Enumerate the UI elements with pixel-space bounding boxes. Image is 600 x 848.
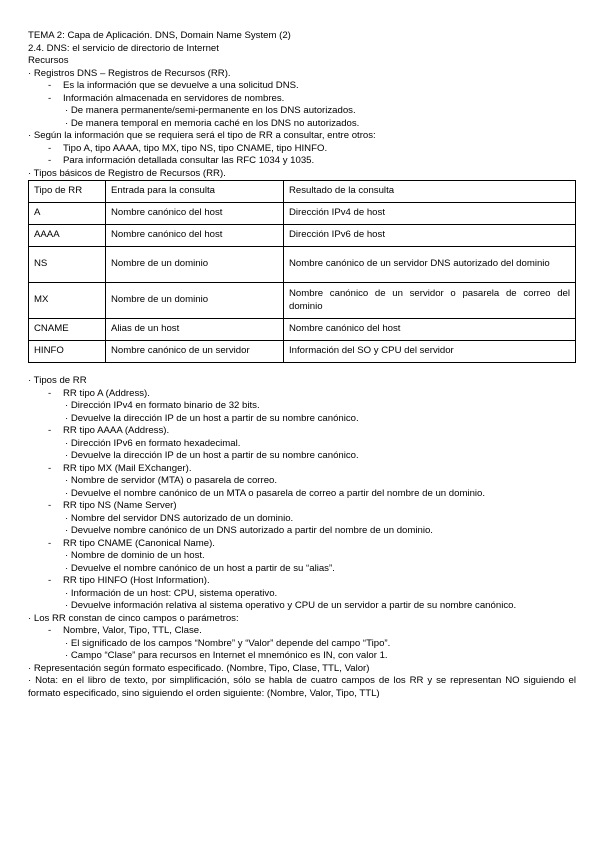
sub-item: · Dirección IPv6 en formato hexadecimal. [65,437,241,449]
sub-item: · Devuelve el nombre canónico de un MTA o pasarela de correo a partir del nombre de un dominio. [65,487,486,499]
sub-item: · Devuelve información relativa al sistema operativo y CPU de un servidor a partir de su nombre canónico. [65,600,517,611]
table-row [29,341,576,363]
sub-item: · Campo “Clase” para recursos en Internet el mnemónico es IN, con valor 1. [65,650,388,661]
dash-item: - RR tipo A (Address). [28,388,576,401]
bullet-text: · Registros DNS – Registros de Recursos (RR). [28,67,231,79]
dash-item: - RR tipo AAAA (Address). [28,425,576,438]
section-subtitle: 2.4. DNS: el servicio de directorio de Internet [28,42,219,54]
sub-item: · Nombre del servidor DNS autorizado de un dominio. [65,512,294,524]
table-cell: Nombre canónico de un servidor [106,341,284,363]
sub-item: · De manera temporal en memoria caché en los DNS no autorizados. [65,117,360,129]
table-cell: Nombre canónico del host [106,203,284,225]
sub-item: · Devuelve el nombre canónico de un host a partir de su “alias”. [65,562,335,574]
dash-item: - Nombre, Valor, Tipo, TTL, Clase. [28,625,576,638]
note-text: · Nota: en el libro de texto, por simplificación, sólo se habla de cuatro campos de los RR y se representan NO siguiendo el formato especificado, sino siguiendo el orden siguiente: (Nombre, Valor, Tipo, TTL) [28,675,576,699]
dash-item: - Es la información que se devuelve a una solicitud DNS. [28,80,576,93]
sub-item: · Dirección IPv4 en formato binario de 32 bits. [65,400,260,411]
table-header-cell: Resultado de la consulta [284,181,576,203]
dash-item: - Información almacenada en servidores de nombres. [28,93,576,106]
table-row [29,283,576,319]
sub-item: · Nombre de servidor (MTA) o pasarela de correo. [65,475,278,486]
section-heading: Recursos [28,55,69,66]
table-cell: Nombre de un dominio [106,283,284,319]
document-page [28,30,576,700]
bullet-text: · Tipos básicos de Registro de Recursos (RR). [28,167,226,179]
document-title: TEMA 2: Capa de Aplicación. DNS, Domain Name System (2) [28,30,291,41]
spacer [28,363,576,375]
table-cell: HINFO [29,341,106,363]
table-cell: Dirección IPv4 de host [284,203,576,225]
table-cell: Nombre canónico de un servidor o pasarela de correo del dominio [284,283,576,319]
bullet-text: · Los RR constan de cinco campos o parámetros: [28,612,239,624]
table-row [29,203,576,225]
sub-item: · De manera permanente/semi-permanente en los DNS autorizados. [65,105,356,116]
table-cell: Información del SO y CPU del servidor [284,341,576,363]
dash-item: - RR tipo CNAME (Canonical Name). [28,538,576,551]
table-cell: Alias de un host [106,319,284,341]
bullet-text: · Según la información que se requiera será el tipo de RR a consultar, entre otros: [28,130,376,141]
table-cell: Nombre canónico del host [284,319,576,341]
dash-item: - RR tipo MX (Mail EXchanger). [28,463,576,476]
sub-item: · Devuelve nombre canónico de un DNS autorizado a partir del nombre de un dominio. [65,525,433,536]
sub-item: · Información de un host: CPU, sistema operativo. [65,587,278,599]
table-cell: Nombre canónico del host [106,225,284,247]
table-cell: Nombre canónico de un servidor DNS autorizado del dominio [284,247,576,283]
sub-item: · Nombre de dominio de un host. [65,550,205,561]
bullet-text: · Representación según formato especificado. (Nombre, Tipo, Clase, TTL, Valor) [28,662,370,674]
sub-item: · Devuelve la dirección IP de un host a partir de su nombre canónico. [65,412,359,424]
table-cell: AAAA [29,225,106,247]
rr-table [28,180,576,363]
dash-item: - RR tipo HINFO (Host Information). [28,575,576,588]
table-cell: Nombre de un dominio [106,247,284,283]
table-header-cell: Entrada para la consulta [106,181,284,203]
table-cell: Dirección IPv6 de host [284,225,576,247]
table-header-cell: Tipo de RR [29,181,106,203]
table-cell: CNAME [29,319,106,341]
table-cell: A [29,203,106,225]
sub-item: · El significado de los campos “Nombre” y “Valor” depende del campo “Tipo”. [65,637,391,649]
table-row [29,247,576,283]
table-cell: NS [29,247,106,283]
sub-item: · Devuelve la dirección IP de un host a partir de su nombre canónico. [65,450,359,461]
bullet-text: · Tipos de RR [28,375,87,386]
table-header-row [29,181,576,203]
table-row [29,225,576,247]
table-row [29,319,576,341]
dash-item: - Tipo A, tipo AAAA, tipo MX, tipo NS, tipo CNAME, tipo HINFO. [28,143,576,156]
dash-item: - Para información detallada consultar las RFC 1034 y 1035. [28,155,576,168]
table-cell: MX [29,283,106,319]
dash-item: - RR tipo NS (Name Server) [28,500,576,513]
